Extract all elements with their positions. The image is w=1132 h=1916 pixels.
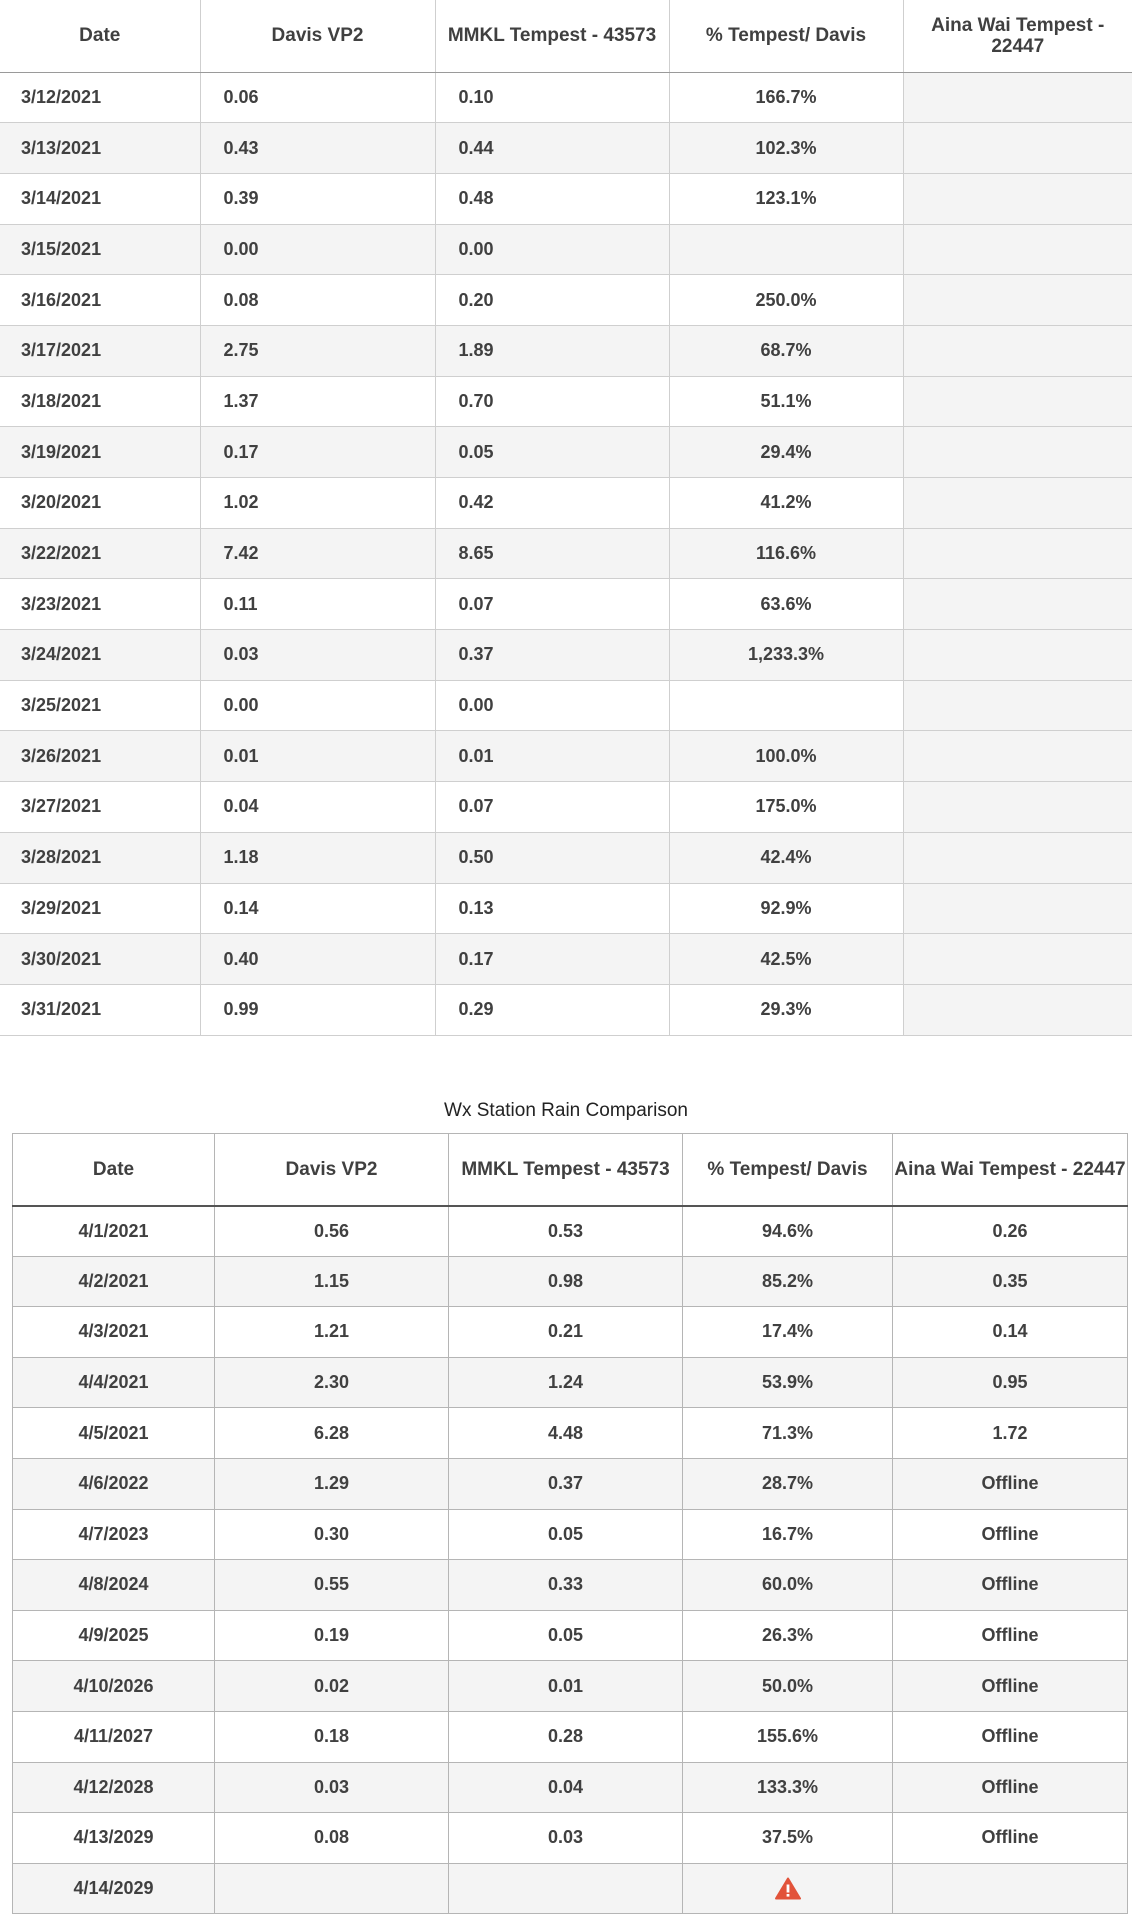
cell-aina-wai-tempest [893,1863,1128,1914]
cell-mmkl-tempest: 0.48 [435,173,669,224]
cell-aina-wai-tempest [903,427,1132,478]
cell-date: 4/4/2021 [13,1357,215,1408]
cell-aina-wai-tempest [903,630,1132,681]
table-row [0,275,1132,326]
table-row [13,1458,1128,1509]
cell-davis-vp2: 0.30 [215,1509,449,1560]
cell-date: 3/26/2021 [0,731,200,782]
cell-davis-vp2: 0.18 [215,1711,449,1762]
table-row [0,782,1132,833]
cell-date: 3/24/2021 [0,630,200,681]
cell-aina-wai-tempest [903,478,1132,529]
cell-davis-vp2: 0.03 [215,1762,449,1813]
cell-aina-wai-tempest: 0.14 [893,1307,1128,1358]
cell-percent-tempest-davis: 1,233.3% [669,630,903,681]
cell-date: 3/12/2021 [0,72,200,123]
cell-davis-vp2: 0.99 [200,984,435,1035]
cell-date: 4/6/2022 [13,1458,215,1509]
cell-mmkl-tempest: 0.70 [435,376,669,427]
cell-mmkl-tempest: 0.53 [449,1206,683,1257]
cell-davis-vp2: 7.42 [200,528,435,579]
header-percent-tempest-davis: % Tempest/ Davis [683,1134,893,1206]
cell-percent-tempest-davis: 28.7% [683,1458,893,1509]
cell-mmkl-tempest: 0.20 [435,275,669,326]
cell-percent-tempest-davis: 50.0% [683,1661,893,1712]
cell-date: 4/10/2026 [13,1661,215,1712]
cell-percent-tempest-davis: 41.2% [669,478,903,529]
cell-aina-wai-tempest [903,224,1132,275]
cell-mmkl-tempest: 0.07 [435,579,669,630]
cell-date: 3/16/2021 [0,275,200,326]
cell-percent-tempest-davis: 155.6% [683,1711,893,1762]
table-header-row [13,1134,1128,1206]
table-row [13,1560,1128,1611]
table-row [0,680,1132,731]
cell-date: 4/12/2028 [13,1762,215,1813]
cell-aina-wai-tempest [903,325,1132,376]
cell-percent-tempest-davis: 16.7% [683,1509,893,1560]
cell-percent-tempest-davis: 100.0% [669,731,903,782]
cell-davis-vp2: 1.37 [200,376,435,427]
cell-percent-tempest-davis: 175.0% [669,782,903,833]
cell-aina-wai-tempest: Offline [893,1610,1128,1661]
cell-percent-tempest-davis: 26.3% [683,1610,893,1661]
cell-mmkl-tempest: 0.21 [449,1307,683,1358]
table-row [0,883,1132,934]
table-row [13,1307,1128,1358]
table-row [0,173,1132,224]
table-row [0,579,1132,630]
cell-percent-tempest-davis: 116.6% [669,528,903,579]
cell-aina-wai-tempest [903,680,1132,731]
table-row [13,1610,1128,1661]
cell-percent-tempest-davis [669,680,903,731]
cell-percent-tempest-davis [669,224,903,275]
cell-aina-wai-tempest: 0.26 [893,1206,1128,1257]
table-row [0,832,1132,883]
cell-percent-tempest-davis: 68.7% [669,325,903,376]
header-mmkl-tempest: MMKL Tempest - 43573 [449,1134,683,1206]
table-row [13,1762,1128,1813]
cell-date: 3/18/2021 [0,376,200,427]
cell-aina-wai-tempest: Offline [893,1661,1128,1712]
cell-aina-wai-tempest: Offline [893,1560,1128,1611]
cell-aina-wai-tempest [903,934,1132,985]
table-row [13,1661,1128,1712]
cell-aina-wai-tempest [903,984,1132,1035]
table-row [0,325,1132,376]
cell-percent-tempest-davis: 42.4% [669,832,903,883]
cell-date: 3/28/2021 [0,832,200,883]
table-row [0,984,1132,1035]
cell-davis-vp2: 0.11 [200,579,435,630]
cell-davis-vp2: 0.06 [200,72,435,123]
header-aina-wai-tempest: Aina Wai Tempest - 22447 [903,0,1132,72]
table-row [13,1408,1128,1459]
cell-davis-vp2: 0.00 [200,224,435,275]
cell-aina-wai-tempest [903,123,1132,174]
table-header-row [0,0,1132,72]
cell-percent-tempest-davis: 63.6% [669,579,903,630]
cell-mmkl-tempest [449,1863,683,1914]
table-row [13,1357,1128,1408]
cell-davis-vp2: 0.03 [200,630,435,681]
cell-date: 4/7/2023 [13,1509,215,1560]
cell-mmkl-tempest: 1.24 [449,1357,683,1408]
cell-mmkl-tempest: 0.28 [449,1711,683,1762]
cell-percent-tempest-davis: 37.5% [683,1813,893,1864]
table-row [0,630,1132,681]
cell-aina-wai-tempest [903,173,1132,224]
cell-date: 3/29/2021 [0,883,200,934]
cell-mmkl-tempest: 0.98 [449,1256,683,1307]
cell-aina-wai-tempest [903,832,1132,883]
cell-davis-vp2: 6.28 [215,1408,449,1459]
cell-date: 3/23/2021 [0,579,200,630]
cell-mmkl-tempest: 0.01 [435,731,669,782]
cell-date: 3/31/2021 [0,984,200,1035]
cell-mmkl-tempest: 4.48 [449,1408,683,1459]
table-row [0,72,1132,123]
header-date: Date [13,1134,215,1206]
header-aina-wai-tempest: Aina Wai Tempest - 22447 [893,1134,1128,1206]
header-davis-vp2: Davis VP2 [200,0,435,72]
april-rain-table [12,1133,1128,1914]
march-table-body [0,72,1132,1035]
cell-aina-wai-tempest [903,782,1132,833]
cell-date: 4/3/2021 [13,1307,215,1358]
header-percent-tempest-davis: % Tempest/ Davis [669,0,903,72]
table-row [13,1711,1128,1762]
table-row [0,224,1132,275]
cell-davis-vp2: 0.17 [200,427,435,478]
cell-davis-vp2: 1.29 [215,1458,449,1509]
cell-date: 4/8/2024 [13,1560,215,1611]
table-row [0,934,1132,985]
cell-aina-wai-tempest: Offline [893,1762,1128,1813]
cell-davis-vp2: 0.43 [200,123,435,174]
table-row [13,1509,1128,1560]
cell-date: 3/13/2021 [0,123,200,174]
cell-percent-tempest-davis: 94.6% [683,1206,893,1257]
april-table-body [13,1206,1128,1914]
table-row [0,376,1132,427]
cell-aina-wai-tempest: Offline [893,1711,1128,1762]
cell-davis-vp2: 1.15 [215,1256,449,1307]
cell-mmkl-tempest: 0.33 [449,1560,683,1611]
cell-date: 3/17/2021 [0,325,200,376]
cell-percent-tempest-davis: 29.3% [669,984,903,1035]
cell-aina-wai-tempest [903,72,1132,123]
table-row [0,123,1132,174]
cell-percent-tempest-davis: 51.1% [669,376,903,427]
cell-percent-tempest-davis: 102.3% [669,123,903,174]
cell-davis-vp2: 0.00 [200,680,435,731]
cell-date: 4/9/2025 [13,1610,215,1661]
cell-percent-tempest-davis: 166.7% [669,72,903,123]
cell-davis-vp2: 1.18 [200,832,435,883]
table-row [0,478,1132,529]
cell-mmkl-tempest: 1.89 [435,325,669,376]
cell-mmkl-tempest: 0.42 [435,478,669,529]
table-row [13,1206,1128,1257]
cell-mmkl-tempest: 0.37 [435,630,669,681]
table-row [0,528,1132,579]
cell-mmkl-tempest: 0.05 [449,1509,683,1560]
cell-percent-tempest-davis: 85.2% [683,1256,893,1307]
cell-mmkl-tempest: 0.04 [449,1762,683,1813]
cell-davis-vp2: 0.40 [200,934,435,985]
cell-date: 3/22/2021 [0,528,200,579]
cell-davis-vp2: 0.56 [215,1206,449,1257]
cell-mmkl-tempest: 0.17 [435,934,669,985]
header-mmkl-tempest: MMKL Tempest - 43573 [435,0,669,72]
cell-aina-wai-tempest [903,731,1132,782]
cell-percent-tempest-davis: 133.3% [683,1762,893,1813]
cell-percent-tempest-davis: 29.4% [669,427,903,478]
cell-aina-wai-tempest: Offline [893,1813,1128,1864]
cell-percent-tempest-davis: 123.1% [669,173,903,224]
cell-date: 3/25/2021 [0,680,200,731]
header-date: Date [0,0,200,72]
cell-date: 3/15/2021 [0,224,200,275]
cell-aina-wai-tempest: 0.35 [893,1256,1128,1307]
table-row [13,1256,1128,1307]
cell-mmkl-tempest: 0.05 [449,1610,683,1661]
cell-davis-vp2: 0.39 [200,173,435,224]
cell-percent-tempest-davis: 92.9% [669,883,903,934]
cell-date: 3/19/2021 [0,427,200,478]
cell-aina-wai-tempest [903,275,1132,326]
cell-date: 4/1/2021 [13,1206,215,1257]
cell-davis-vp2: 0.08 [200,275,435,326]
cell-mmkl-tempest: 0.50 [435,832,669,883]
cell-percent-tempest-davis: 53.9% [683,1357,893,1408]
cell-aina-wai-tempest: Offline [893,1509,1128,1560]
cell-date: 4/5/2021 [13,1408,215,1459]
cell-mmkl-tempest: 0.44 [435,123,669,174]
cell-percent-tempest-davis: 17.4% [683,1307,893,1358]
cell-aina-wai-tempest: 0.95 [893,1357,1128,1408]
cell-davis-vp2: 0.19 [215,1610,449,1661]
cell-date: 4/14/2029 [13,1863,215,1914]
table-row [0,427,1132,478]
cell-mmkl-tempest: 0.01 [449,1661,683,1712]
cell-davis-vp2: 1.21 [215,1307,449,1358]
cell-percent-tempest-davis: 42.5% [669,934,903,985]
cell-mmkl-tempest: 0.00 [435,224,669,275]
cell-mmkl-tempest: 0.29 [435,984,669,1035]
header-davis-vp2: Davis VP2 [215,1134,449,1206]
cell-davis-vp2: 0.08 [215,1813,449,1864]
cell-mmkl-tempest: 0.37 [449,1458,683,1509]
cell-date: 4/13/2029 [13,1813,215,1864]
cell-percent-tempest-davis [683,1863,893,1914]
cell-date: 4/2/2021 [13,1256,215,1307]
cell-percent-tempest-davis: 71.3% [683,1408,893,1459]
cell-mmkl-tempest: 0.07 [435,782,669,833]
cell-davis-vp2 [215,1863,449,1914]
cell-davis-vp2: 0.02 [215,1661,449,1712]
table-caption: Wx Station Rain Comparison [444,1100,688,1121]
cell-mmkl-tempest: 0.03 [449,1813,683,1864]
cell-aina-wai-tempest [903,528,1132,579]
cell-mmkl-tempest: 0.00 [435,680,669,731]
cell-davis-vp2: 0.01 [200,731,435,782]
cell-mmkl-tempest: 8.65 [435,528,669,579]
table-row [13,1813,1128,1864]
cell-mmkl-tempest: 0.05 [435,427,669,478]
cell-date: 3/27/2021 [0,782,200,833]
cell-aina-wai-tempest: 1.72 [893,1408,1128,1459]
cell-date: 3/14/2021 [0,173,200,224]
cell-davis-vp2: 2.30 [215,1357,449,1408]
cell-davis-vp2: 2.75 [200,325,435,376]
cell-date: 4/11/2027 [13,1711,215,1762]
cell-davis-vp2: 0.04 [200,782,435,833]
table-row [0,731,1132,782]
cell-davis-vp2: 0.55 [215,1560,449,1611]
cell-davis-vp2: 0.14 [200,883,435,934]
warning-icon [775,1877,801,1900]
cell-date: 3/20/2021 [0,478,200,529]
table-row [13,1863,1128,1914]
cell-aina-wai-tempest: Offline [893,1458,1128,1509]
cell-mmkl-tempest: 0.10 [435,72,669,123]
cell-percent-tempest-davis: 60.0% [683,1560,893,1611]
cell-percent-tempest-davis: 250.0% [669,275,903,326]
cell-mmkl-tempest: 0.13 [435,883,669,934]
cell-davis-vp2: 1.02 [200,478,435,529]
cell-aina-wai-tempest [903,376,1132,427]
cell-aina-wai-tempest [903,883,1132,934]
cell-aina-wai-tempest [903,579,1132,630]
cell-date: 3/30/2021 [0,934,200,985]
